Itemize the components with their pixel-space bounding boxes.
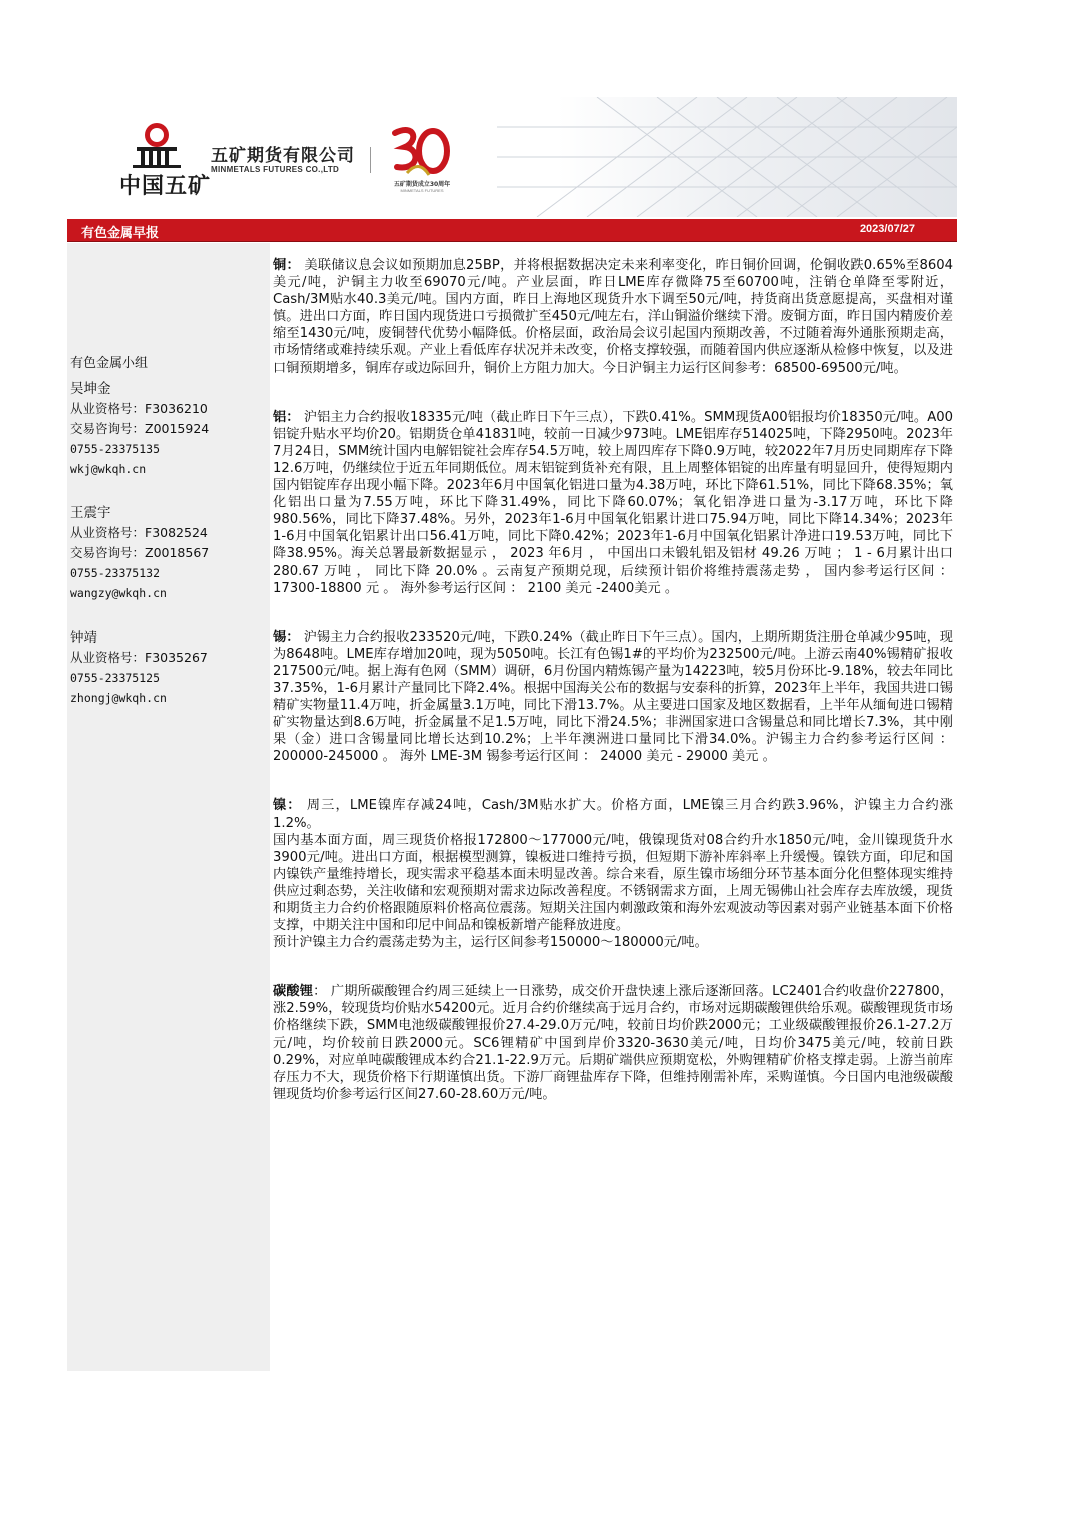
report-title: 有色金属早报 <box>81 226 160 241</box>
license-number: 从业资格号：F3035267 <box>70 650 208 665</box>
section-label: 铜： <box>273 258 300 273</box>
section-text: ： 广期所碳酸锂合约周三延续上一日涨势，成交价开盘快速上涨后逐渐回落。LC2401合约收盘价227800，涨2.59%，较现货均价贴水54200元。近月合约价继续高于远月合约，市场对远期碳酸锂供给乐观。碳酸锂现货市场价格继续下跌，SMM电池级碳酸锂报价27.4-29.0万元/吨，较前日均价跌2000元；工业级碳酸锂报价26.1-27.2万元/吨，均价较前日跌2000元。SC6锂精矿中国到岸价3320-3630美元/吨，日均价3475美元/吨，较前日跌0.29%，对应单吨碳酸锂成本约合21.1-22.9万元。后期矿端供应预期宽松，外购锂精矿价格支撑走弱。上游当前库存压力不大，现货价格下行期谨慎出货。下游厂商锂盐库存下降，但维持刚需补库，采购谨慎。今日国内电池级碳酸锂现货均价参考运行区间27.60-28.60万元/吨。 <box>273 984 954 1102</box>
report-body <box>273 257 953 1103</box>
section-text: 周三，LME镍库存减24吨，Cash/3M贴水扩大。价格方面，LME镍三月合约跌3.96%，沪镍主力合约涨1.2%。 <box>273 798 954 831</box>
company-name-cn: 五矿期货有限公司 <box>211 146 355 166</box>
analyst-contact <box>70 628 208 708</box>
report-title-bar <box>67 219 957 242</box>
email-link[interactable]: wangzy@wkqh.cn <box>70 586 167 600</box>
anniversary-subcaption: MINMETALS FUTURES <box>400 188 444 193</box>
anniversary-caption: 五矿期货成立30周年 <box>393 181 451 188</box>
section-label: 碳酸锂 <box>273 984 314 1000</box>
phone-number: 0755-23375132 <box>70 566 161 580</box>
email-link[interactable]: wkj@wkqh.cn <box>70 462 147 476</box>
analyst-name: 钟靖 <box>70 630 97 646</box>
analyst-sidebar <box>67 243 270 1371</box>
glass-building-graphic <box>497 97 957 217</box>
minmetals-logo-icon <box>119 121 195 169</box>
copper-section <box>273 257 953 377</box>
phone-number: 0755-23375135 <box>70 442 161 456</box>
team-title: 有色金属小组 <box>70 356 149 371</box>
section-label: 锡： <box>273 629 300 645</box>
license-number: 从业资格号：F3082524 <box>70 525 208 540</box>
analyst-name: 吴坤金 <box>70 381 111 397</box>
license-number: 从业资格号：F3036210 <box>70 401 208 416</box>
email-link[interactable]: zhongj@wkqh.cn <box>70 691 167 705</box>
section-text: 沪锡主力合约报收233520元/吨，下跌0.24%（截止昨日下午三点）。国内，上期所期货注册仓单减少95吨，现为8648吨。LME库存增加20吨，现为5050吨。长江有色锡1#的平均价为232500元/吨。上游云南40%锡精矿报收217500元/吨。据上海有色网（SMM）调研，6月份国内精炼锡产量为14223吨，较5月份环比-9.18%，较去年同比37.35%，1-6月累计产量同比下降2.4%。根据中国海关公布的数据与安泰科的折算，2023年上半年，我国共进口锡精矿实物量11.4万吨，折金属量3.1万吨，同比下滑13.7%。从主要进口国家及地区数据看，上半年从缅甸进口锡精矿实物量达到8.6万吨，折金属量不足1.5万吨，同比下滑24.5%；非洲国家进口含锡量总和同比增长7.3%，其中刚果（金）进口含锡量同比增长达到10.2%；上半年澳洲进口量同比下滑34.0%。沪锡主力合约参考运行区间 ： 200000-245000 。 海外 LME-3M 锡参考运行区间 ： 24000 美元 - 29000 美元 。 <box>273 629 953 765</box>
company-name-en: MINMETALS FUTURES CO.,LTD <box>211 165 340 174</box>
section-text: 沪铝主力合约报收18335元/吨（截止昨日下午三点），下跌0.41%。SMM现货A00铝报均价18350元/吨。A00铝锭升贴水平均价20。铝期货仓单41831吨，较前一日减少973吨。LME铝库存514025吨，下降2950吨。2023年7月24日，SMM统计国内电解铝锭社会库存54.5万吨，较上周四库存下降0.9万吨，较2022年7月历史同期库存下降12.6万吨，仍继续位于近五年同期低位。周末铝锭到货补充有限，且上周整体铝锭的出库量有明显回升，使得短期内国内铝锭库存出现小幅下降。2023年6月中国氧化铝进口量为4.38万吨，环比下降61.51%，同比下降68.35%；氧化铝出口量为7.55万吨，环比下降31.49%，同比下降60.07%；氧化铝净进口量为-3.17万吨，环比下降980.56%，同比下降37.48%。另外，2023年1-6月中国氧化铝累计进口75.94万吨，同比下降14.34%；2023年1-6月中国氧化铝累计出口56.41万吨，同比下降0.42%；2023年1-6月中国氧化铝累计净进口19.53万吨，同比下降38.95%。海关总署最新数据显示 ， 2023 年6月 ， 中国出口未锻轧铝及铝材 49.26 万吨 ； 1 - 6月累计出口 280.67 万吨 ， 同比下降 20.0% 。云南复产预期兑现，后续预计铝价将维持震荡走势 ， 国内参考运行区间 ： 17300-18800 元 。 海外参考运行区间 ： 2100 美元 -2400美元 。 <box>273 409 953 596</box>
section-label: 镍： <box>273 798 302 814</box>
consult-number: 交易咨询号：Z0015924 <box>70 421 210 436</box>
analyst-contact <box>70 503 209 603</box>
report-date: 2023/07/27 <box>859 223 915 235</box>
section-label: 铝： <box>273 409 300 425</box>
header-divider <box>370 147 371 173</box>
phone-number: 0755-23375125 <box>70 671 161 685</box>
analyst-name: 王震宇 <box>70 505 111 521</box>
section-paragraph: 预计沪镍主力合约震荡走势为主，运行区间参考150000～180000元/吨。 <box>273 935 708 951</box>
logo-text: 中国五矿 <box>119 174 212 199</box>
section-text: 美联储议息会议如预期加息25BP，并将根据数据决定未来利率变化，昨日铜价回调，伦铜收跌0.65%至8604美元/吨，沪铜主力收至69070元/吨。产业层面，昨日LME库存微降75至60700吨，注销仓单降至零附近，Cash/3M贴水40.3美元/吨。国内方面，昨日上海地区现货升水下调至50元/吨，持货商出货意愿提高，买盘相对谨慎。进出口方面，昨日国内现货进口亏损微扩至450元/吨左右，洋山铜溢价继续下滑。废铜方面，昨日国内精废价差缩至1430元/吨，废铜替代优势小幅降低。价格层面，政治局会议引起国内预期改善，不过随着海外通胀预期走高，市场情绪或难持续乐观。产业上看低库存状况并未改变，价格支撑较强，而随着国内供应逐渐从检修中恢复，以及进口铜预期增多，铜库存或边际回升，铜价上方阻力加大。今日沪铜主力运行区间参考：68500-69500元/吨。 <box>273 258 953 376</box>
section-paragraph: 国内基本面方面，周三现货价格报172800～177000元/吨，俄镍现货对08合约升水1850元/吨，金川镍现货升水3900元/吨。进出口方面，根据模型测算，镍板进口维持亏损，但短期下游补库斜率上升缓慢。镍铁方面，印尼和国内镍铁产量维持增长，现实需求平稳基本面未明显改善。综合来看，原生镍市场细分环节基本面分化但整体现实维持供应过剩态势，关注收储和宏观预期对需求边际改善程度。不锈钢需求方面，上周无锡佛山社会库存去库放缓，现货和期货主力合约价格跟随原料价格高位震荡。短期关注国内刺激政策和海外宏观波动等因素对弱产业链基本面下价格支撑，中期关注中国和印尼中间品和镍板新增产能释放进度。 <box>273 832 953 934</box>
lithium-carbonate-section <box>273 983 953 1103</box>
analyst-contact <box>70 379 209 479</box>
tin-section <box>273 629 953 766</box>
nickel-section <box>273 797 953 951</box>
consult-number: 交易咨询号：Z0018567 <box>70 545 210 560</box>
aluminum-section <box>273 409 953 597</box>
report-header <box>67 97 957 217</box>
